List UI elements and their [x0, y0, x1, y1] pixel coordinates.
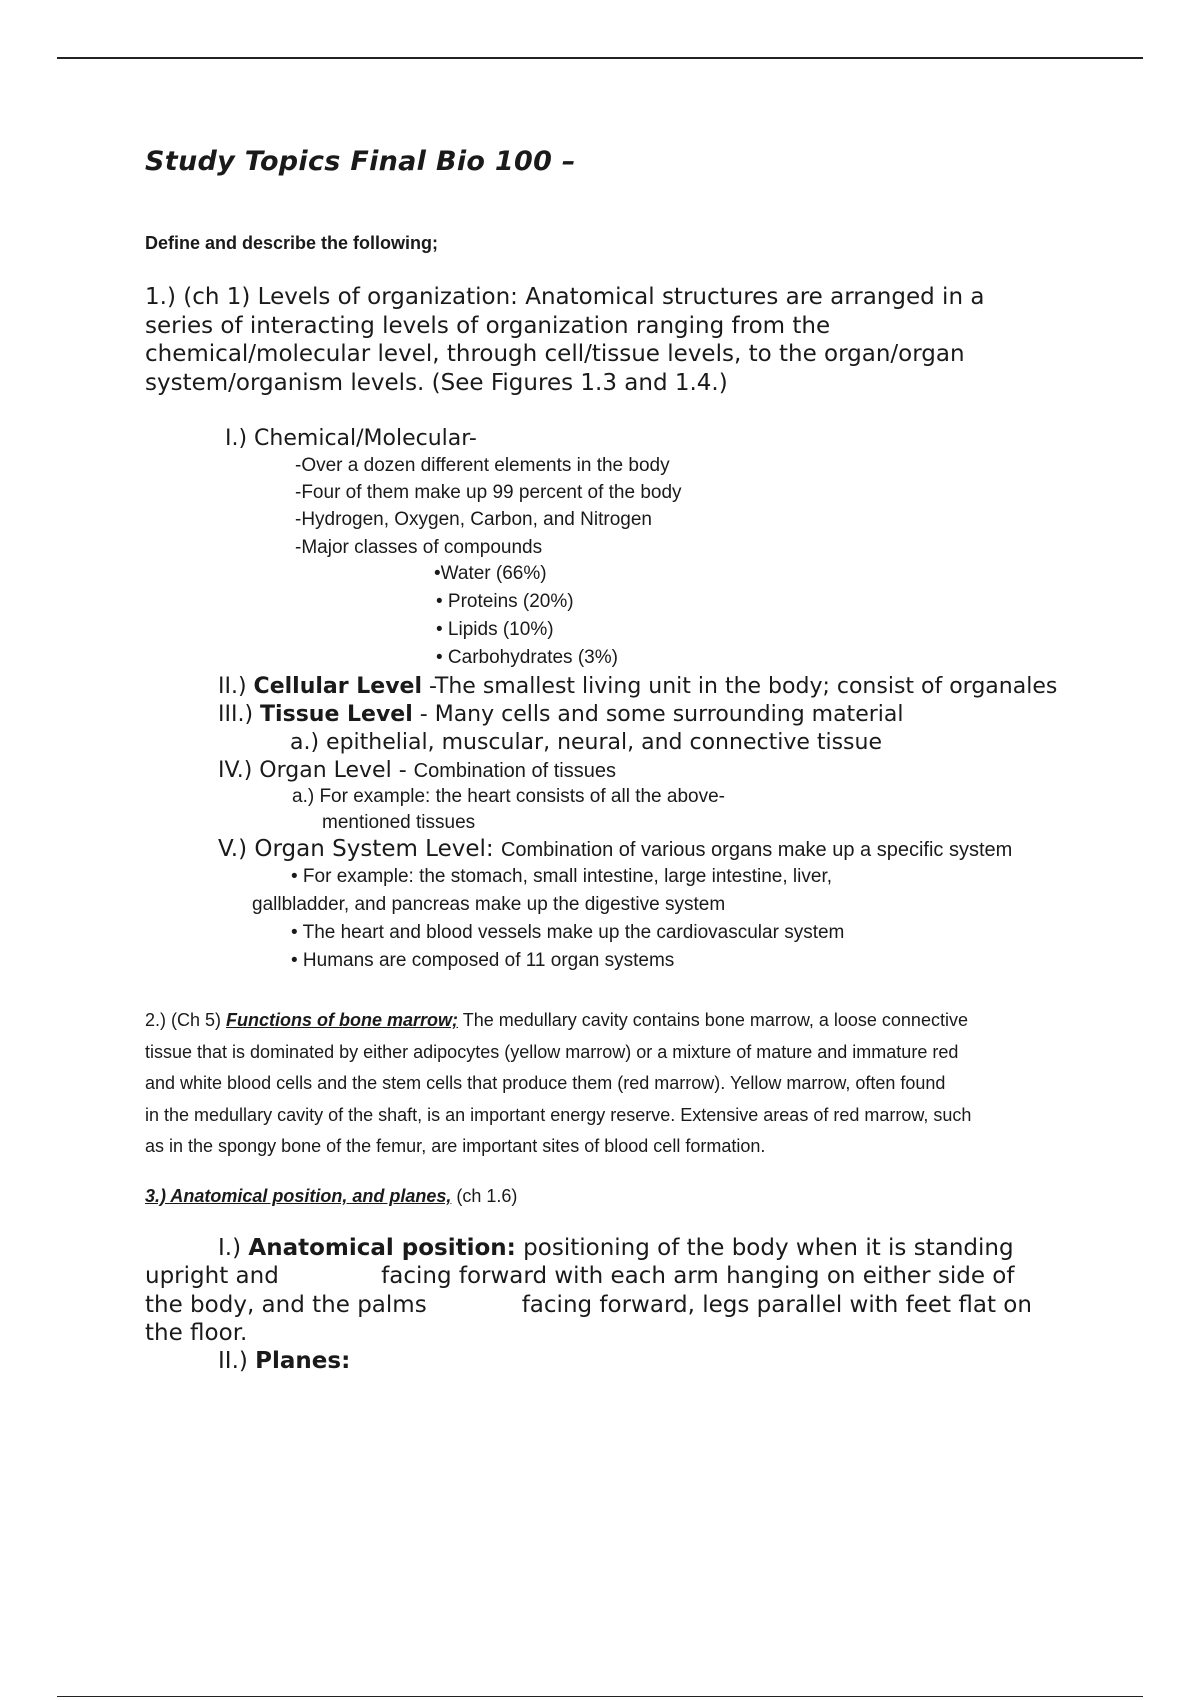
- system-head: V.) Organ System Level:: [218, 836, 501, 862]
- system-bullet: • Humans are composed of 11 organ systems: [291, 950, 675, 971]
- intro-paragraph: [145, 283, 1045, 397]
- marrow-prefix: 2.) (Ch 5): [145, 1010, 227, 1030]
- compound-item: • Lipids (10%): [436, 619, 554, 640]
- intro-line: system/organism levels. (See Figures 1.3 and 1.4.): [145, 369, 728, 396]
- anatomical-heading: 3.) Anatomical position, and planes,: [145, 1186, 452, 1206]
- compound-item: • Proteins (20%): [436, 591, 574, 612]
- intro-line: 1.) (ch 1) Levels of organization: Anatomical structures are arranged in a: [145, 284, 985, 310]
- marrow-heading: Functions of bone marrow;: [226, 1010, 459, 1030]
- position-line: the body, and the palms facing forward, legs parallel with feet flat on: [145, 1291, 1032, 1318]
- footer-rule: [57, 1696, 1143, 1697]
- tissue-num: III.): [218, 702, 261, 727]
- system-bullet: • The heart and blood vessels make up the cardiovascular system: [291, 922, 845, 943]
- organ-sub: a.) For example: the heart consists of all the above-: [292, 786, 725, 807]
- marrow-line: as in the spongy bone of the femur, are important sites of blood cell formation.: [145, 1136, 766, 1156]
- anatomical-heading-line: [145, 1186, 517, 1207]
- marrow-text: The medullary cavity contains bone marrow, a loose connective: [458, 1010, 968, 1030]
- chemical-bullet: -Over a dozen different elements in the body: [295, 455, 670, 476]
- compound-item: •Water (66%): [434, 563, 547, 584]
- page-title: Study Topics Final Bio 100 –: [145, 146, 576, 177]
- cellular-level-line: [218, 674, 1057, 699]
- planes-term: Planes:: [255, 1348, 351, 1374]
- cellular-desc: -The smallest living unit in the body; consist of organales: [422, 674, 1058, 699]
- planes-line: [218, 1347, 350, 1376]
- system-desc: Combination of various organs make up a specific system: [500, 839, 1013, 861]
- system-bullet-cont: gallbladder, and pancreas make up the digestive system: [252, 894, 726, 915]
- organ-level-line: [218, 758, 616, 783]
- position-num: I.): [218, 1235, 249, 1261]
- position-term: Anatomical position:: [248, 1235, 516, 1261]
- tissue-desc: - Many cells and some surrounding material: [412, 702, 904, 727]
- organ-sub-cont: mentioned tissues: [322, 812, 476, 833]
- position-line: the floor.: [145, 1320, 248, 1346]
- tissue-term: Tissue Level: [260, 702, 413, 727]
- marrow-line: and white blood cells and the stem cells that produce them (red marrow). Yellow marrow, often found: [145, 1073, 946, 1093]
- cellular-num: II.): [218, 674, 254, 699]
- organ-system-line: [218, 836, 1012, 862]
- header-rule: [57, 57, 1143, 59]
- intro-line: chemical/molecular level, through cell/tissue levels, to the organ/organ: [145, 341, 965, 367]
- tissue-level-line: [218, 702, 903, 727]
- anatomical-position-line: [218, 1234, 1014, 1263]
- chemical-bullet: -Hydrogen, Oxygen, Carbon, and Nitrogen: [295, 509, 652, 530]
- bone-marrow-paragraph: [145, 1005, 971, 1163]
- marrow-line: in the medullary cavity of the shaft, is an important energy reserve. Extensive areas of red marrow, such: [145, 1104, 972, 1125]
- organ-head: IV.) Organ Level -: [218, 758, 414, 783]
- cellular-term: Cellular Level: [253, 674, 422, 699]
- marrow-line: tissue that is dominated by either adipocytes (yellow marrow) or a mixture of mature and immature red: [145, 1041, 959, 1062]
- organ-desc: Combination of tissues: [413, 760, 616, 782]
- anatomical-chapter: (ch 1.6): [451, 1186, 518, 1206]
- system-bullet: • For example: the stomach, small intestine, large intestine, liver,: [291, 866, 832, 887]
- chemical-bullet: -Major classes of compounds: [295, 537, 543, 558]
- planes-num: II.): [218, 1348, 256, 1374]
- intro-line: series of interacting levels of organization ranging from the: [145, 312, 831, 339]
- chemical-heading: I.) Chemical/Molecular-: [225, 426, 477, 451]
- position-line: upright and facing forward with each arm hanging on either side of: [145, 1263, 1015, 1289]
- position-desc: positioning of the body when it is standing: [515, 1235, 1014, 1261]
- tissue-sub: a.) epithelial, muscular, neural, and connective tissue: [290, 730, 883, 755]
- instructions: Define and describe the following;: [145, 233, 439, 253]
- compound-item: • Carbohydrates (3%): [436, 647, 618, 668]
- chemical-bullet: -Four of them make up 99 percent of the body: [295, 482, 682, 503]
- marrow-line: [145, 1005, 971, 1037]
- anatomical-position-cont: [145, 1262, 1032, 1348]
